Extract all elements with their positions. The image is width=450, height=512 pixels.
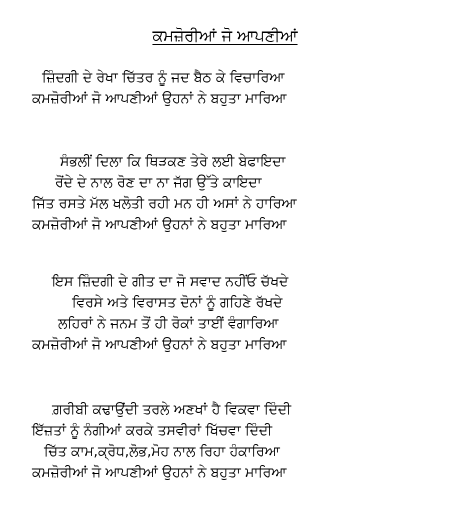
poem-line: ਲਹਿਰਾਂ ਨੇ ਜਨਮ ਤੋਂ ਹੀ ਰੋਕਾਂ ਤਾਈਂ ਵੰਗਾਰਿਆ bbox=[58, 316, 279, 332]
stanza-3 bbox=[0, 272, 450, 356]
poem-line: ਗ਼ਰੀਬੀ ਕਢਾਉਂਦੀ ਤਰਲੇ ਅਣਖਾਂ ਹੈ ਵਿਕਵਾ ਦਿੰਦੀ bbox=[52, 402, 292, 418]
poem-line: ਰੋਂਦੇ ਦੇ ਨਾਲ ਰੋਣ ਦਾ ਨਾ ਜੱਗ ਉੱਤੇ ਕਾਇਦਾ bbox=[55, 175, 262, 191]
stanza-1 bbox=[0, 68, 450, 110]
poem-title-text: ਕਮਜ਼ੋਰੀਆਂ ਜੋ ਆਪਣੀਆਂ bbox=[152, 26, 298, 45]
poem-line: ਜ਼ਿੰਦਗੀ ਦੇ ਰੇਖਾ ਚਿੱਤਰ ਨੂੰ ਜਦ ਬੈਠ ਕੇ ਵਿਚਾਰਿਆ bbox=[42, 70, 285, 86]
poem-line: ਚਿੱਤ ਕਾਮ,ਕ੍ਰੋਧ,ਲੋਭ,ਮੋਹ ਨਾਲ ਰਿਹਾ ਹੰਕਾਰਿਆ bbox=[44, 444, 280, 460]
stanza-2 bbox=[0, 152, 450, 236]
poem-line: ਇਸ ਜ਼ਿੰਦਗੀ ਦੇ ਗੀਤ ਦਾ ਜੋ ਸਵਾਦ ਨਹੀਂਓ ਚੱਖਦੇ bbox=[52, 274, 289, 290]
poem-line: ਕਮਜ਼ੋਰੀਆਂ ਜੋ ਆਪਣੀਆਂ ਉਹਨਾਂ ਨੇ ਬਹੁਤਾ ਮਾਰਿਆ bbox=[32, 91, 287, 107]
poem-line: ਸੰਭਲੀਂ ਦਿਲਾ ਕਿ ਥਿੜਕਣ ਤੇਰੇ ਲਈ ਬੇਫਾਇਦਾ bbox=[60, 154, 286, 170]
stanza-4 bbox=[0, 400, 450, 484]
poem-line: ਵਿਰਸੇ ਅਤੇ ਵਿਰਾਸਤ ਦੋਨਾਂ ਨੂੰ ਗਹਿਣੇ ਰੱਖਦੇ bbox=[72, 295, 283, 311]
poem-line: ਕਮਜ਼ੋਰੀਆਂ ਜੋ ਆਪਣੀਆਂ ਉਹਨਾਂ ਨੇ ਬਹੁਤਾ ਮਾਰਿਆ bbox=[32, 217, 287, 233]
poem-line: ਕਮਜ਼ੋਰੀਆਂ ਜੋ ਆਪਣੀਆਂ ਉਹਨਾਂ ਨੇ ਬਹੁਤਾ ਮਾਰਿਆ bbox=[32, 337, 287, 353]
poem-line: ਕਮਜ਼ੋਰੀਆਂ ਜੋ ਆਪਣੀਆਂ ਉਹਨਾਂ ਨੇ ਬਹੁਤਾ ਮਾਰਿਆ bbox=[32, 465, 287, 481]
poem-line: ਇੱਜ਼ਤਾਂ ਨੂੰ ਨੰਗੀਆਂ ਕਰਕੇ ਤਸਵੀਰਾਂ ਖਿੱਚਵਾ ਦਿੰਦੀ bbox=[32, 423, 273, 439]
poem-title bbox=[0, 26, 450, 46]
poem-line: ਜਿੱਤ ਰਸਤੇ ਮੱਲ ਖਲੋਤੀ ਰਹੀ ਮਨ ਹੀ ਅਸਾਂ ਨੇ ਹਾਰਿਆ bbox=[32, 196, 297, 212]
